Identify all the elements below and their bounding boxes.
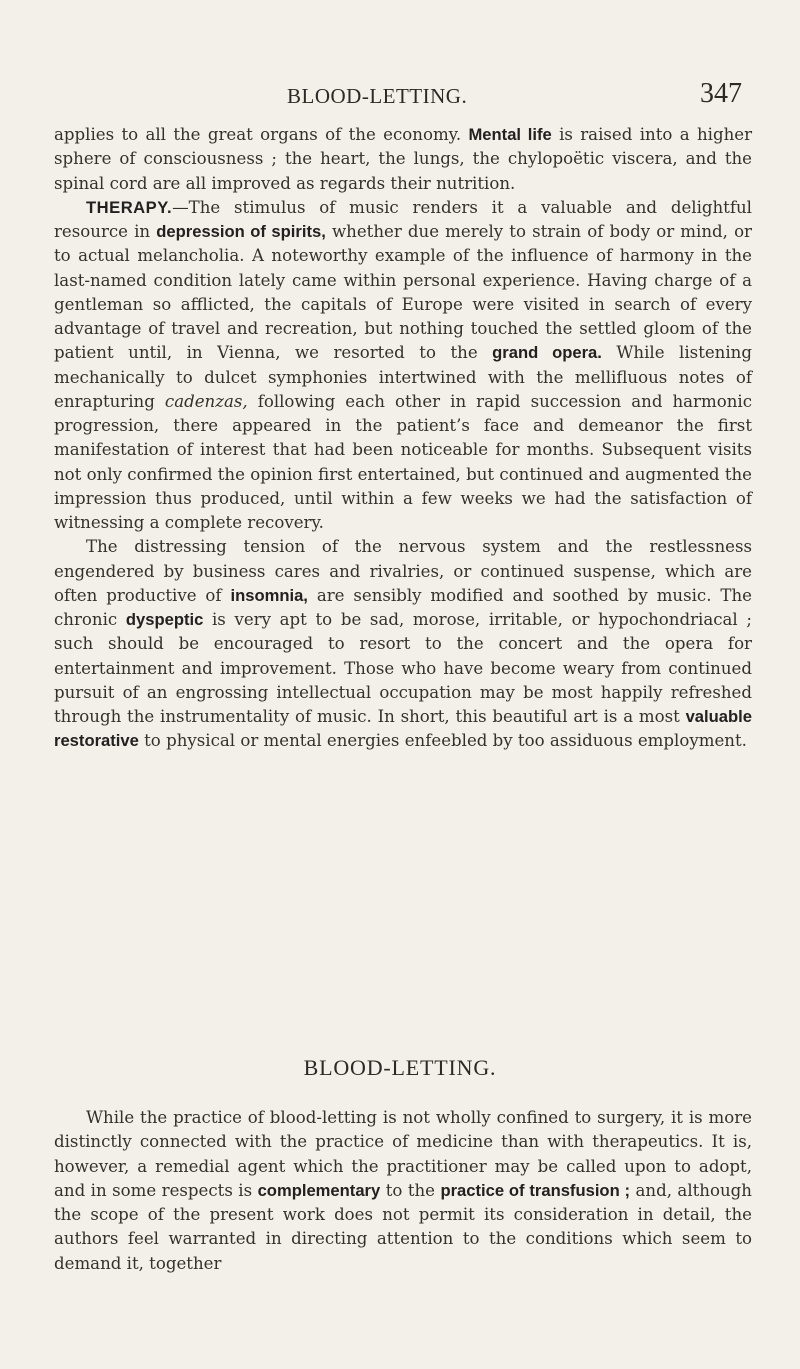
body-text	[54, 123, 752, 754]
text-run: —The stimulus of music renders it a valuable and delightful resource in	[54, 197, 752, 241]
text-run: While listening mechanically to dulcet symphonies intertwined with the mellifluous notes of enrapturing	[54, 343, 752, 411]
italic-term-cadenzas: cadenzas,	[164, 391, 248, 411]
bold-term-dyspeptic: dyspeptic	[125, 610, 204, 629]
text-run: is very apt to be sad, morose, irritable, or hypochondriacal ; such should be encouraged to resort to the concert and the opera for entertainment and improvement. Those who have become weary from continued pursuit of an engrossing intellectual occupation may be most happily refreshed through the instrumentality of music. In short, this beautiful art is a most	[54, 610, 752, 726]
running-head	[0, 78, 800, 114]
page-number: 347	[700, 78, 742, 109]
bold-term-complementary: complementary	[257, 1180, 381, 1200]
bold-term-mental-life: Mental life	[468, 125, 552, 144]
paragraph-insomnia	[54, 535, 752, 753]
section-heading: BLOOD-LETTING.	[303, 1055, 497, 1080]
bold-term-insomnia: insomnia,	[230, 585, 308, 605]
text-run: following each other in rapid succession and harmonic progression, there appeared in the patient’s face and demeanor the first manifestation of interest that had been noticeable for months. Subsequent visits not only confirmed the opinion first entertained, but continued and augmented the impression thus produced, until within a few weeks we had the satisfaction of witnessing a complete recovery.	[54, 391, 752, 532]
section-text	[54, 1106, 752, 1276]
bold-term-valuable-restorative: valuable restorative	[54, 707, 752, 751]
paragraph-blood-letting	[54, 1106, 752, 1276]
text-run: The distressing tension of the nervous system and the restlessness engendered by business cares and rivalries, or continued suspense, which are often productive of	[54, 537, 752, 605]
text-run: whether due merely to strain of body or mind, or to actual melancholia. A noteworthy example of the influence of harmony in the last-named condition lately came within personal experience. Having charge of a gentleman so afflicted, the capitals of Europe were visited in search of every advantage of travel and recreation, but nothing touched the settled gloom of the patient until, in Vienna, we resorted to the	[54, 222, 752, 363]
text-run: While the practice of blood-letting is not wholly confined to surgery, it is more distinctly connected with the practice of medicine than with therapeutics. It is, however, a remedial agent which the practitioner may be called upon to adopt, and in some respects is	[54, 1108, 752, 1200]
bold-term-transfusion: practice of transfusion ;	[440, 1180, 631, 1200]
therapy-heading: THERAPY.	[86, 197, 173, 217]
text-run: applies to all the great organs of the economy.	[54, 125, 469, 144]
text-run: to physical or mental energies enfeebled by too assiduous employment.	[138, 731, 747, 751]
text-run: are sensibly modified and soothed by music. The chronic	[54, 585, 752, 629]
running-title: BLOOD-LETTING.	[287, 84, 468, 108]
text-run: to the	[380, 1180, 441, 1200]
bold-term-grand-opera: grand opera.	[492, 343, 602, 363]
paragraph-therapy	[54, 196, 752, 536]
paragraph-mental-life	[54, 123, 752, 196]
text-run: and, although the scope of the present work does not permit its consideration in detail, the authors feel warranted in directing attention to the conditions which seem to demand it, together	[54, 1180, 752, 1273]
text-run: is raised into a higher sphere of consciousness ; the heart, the lungs, the chylopoëtic viscera, and the spinal cord are all improved as regards their nutrition.	[54, 125, 753, 193]
bold-term-depression: depression of spirits,	[156, 222, 326, 241]
